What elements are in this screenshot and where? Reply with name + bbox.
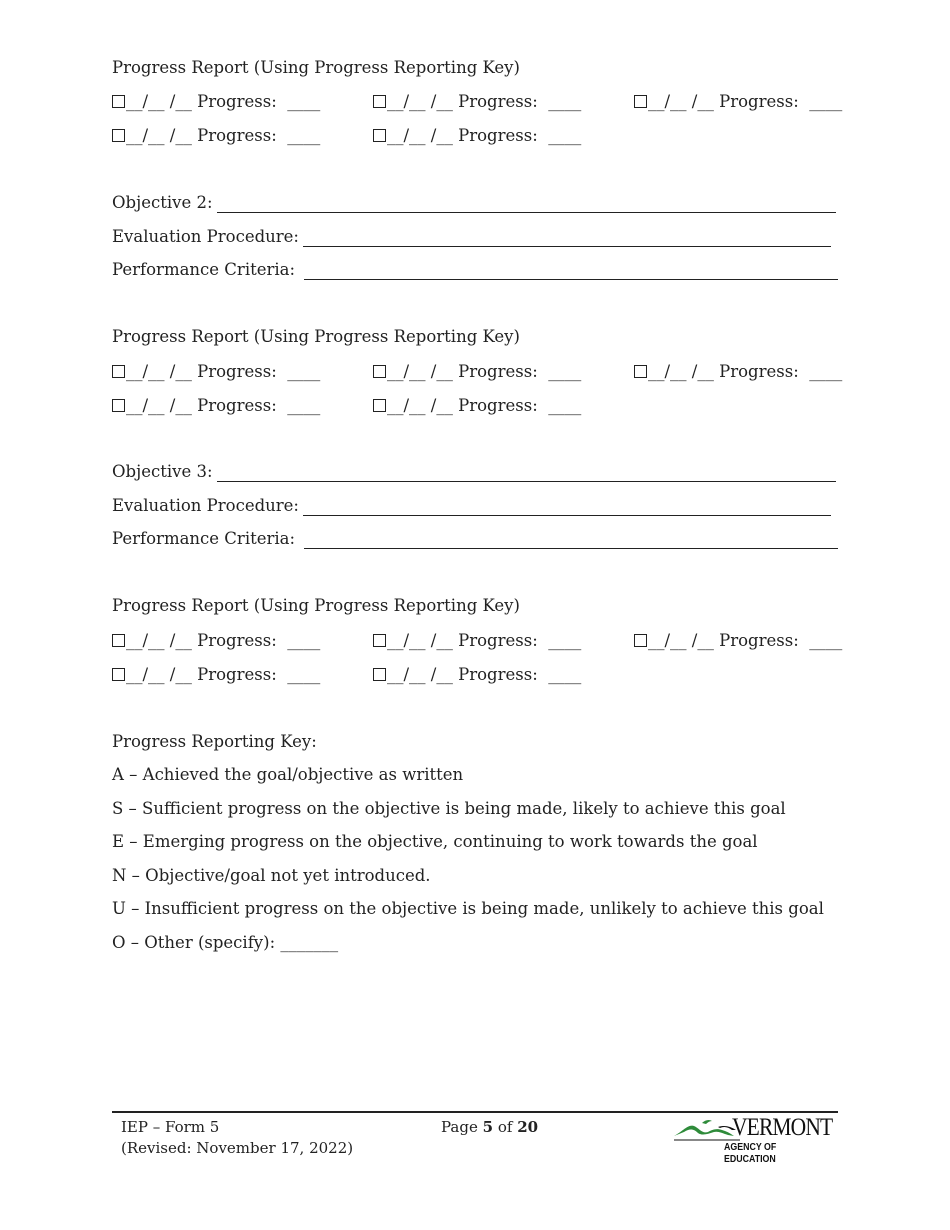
- progress-entry: [373, 665, 581, 685]
- progress-field[interactable]: ____: [548, 396, 582, 415]
- progress-label: Progress:: [197, 665, 277, 684]
- progress-label: Progress:: [458, 665, 538, 684]
- progress-report-heading: Progress Report (Using Progress Reporting Key): [112, 58, 520, 77]
- progress-field[interactable]: ____: [287, 126, 321, 145]
- criteria-input[interactable]: [304, 532, 838, 549]
- progress-entry: [112, 362, 320, 382]
- key-title: Progress Reporting Key:: [112, 732, 317, 751]
- objective-input[interactable]: [217, 465, 836, 482]
- progress-field[interactable]: ____: [548, 362, 582, 381]
- page-current: 5: [482, 1118, 494, 1136]
- progress-entry: [373, 362, 581, 382]
- key-item-u: U – Insufficient progress on the objective is being made, unlikely to achieve this goal: [112, 899, 824, 918]
- evaluation-label: Evaluation Procedure:: [112, 227, 299, 246]
- progress-label: Progress:: [458, 396, 538, 415]
- key-item-s: S – Sufficient progress on the objective is being made, likely to achieve this goal: [112, 799, 786, 818]
- objective-row: [112, 193, 836, 213]
- progress-field[interactable]: ____: [809, 92, 843, 111]
- progress-field[interactable]: ____: [548, 126, 582, 145]
- progress-entry: [112, 631, 320, 651]
- objective-label: Objective 2:: [112, 193, 213, 212]
- date-field[interactable]: __/__ /__: [387, 362, 453, 381]
- key-item-a: A – Achieved the goal/objective as written: [112, 765, 464, 784]
- date-field[interactable]: __/__ /__: [648, 631, 714, 650]
- criteria-label: Performance Criteria:: [112, 529, 296, 548]
- date-field[interactable]: __/__ /__: [126, 631, 192, 650]
- key-item-o: O – Other (specify): _______: [112, 933, 339, 952]
- date-field[interactable]: __/__ /__: [387, 396, 453, 415]
- evaluation-input[interactable]: [303, 230, 831, 247]
- progress-entry: [634, 631, 842, 651]
- checkbox[interactable]: [112, 668, 125, 681]
- checkbox[interactable]: [373, 668, 386, 681]
- progress-field[interactable]: ____: [287, 362, 321, 381]
- footer-form-name: IEP – Form 5: [121, 1118, 220, 1136]
- checkbox[interactable]: [634, 634, 647, 647]
- progress-entry: [634, 362, 842, 382]
- footer-revised: (Revised: November 17, 2022): [121, 1139, 354, 1157]
- progress-entry: [373, 126, 581, 146]
- footer-rule: [112, 1111, 838, 1113]
- progress-field[interactable]: ____: [287, 92, 321, 111]
- progress-report-heading: Progress Report (Using Progress Reporting Key): [112, 596, 520, 615]
- footer-page-number: [441, 1117, 538, 1137]
- progress-label: Progress:: [197, 126, 277, 145]
- page-total: 20: [517, 1118, 539, 1136]
- date-field[interactable]: __/__ /__: [648, 362, 714, 381]
- progress-label: Progress:: [719, 631, 799, 650]
- criteria-row: [112, 529, 838, 549]
- evaluation-row: [112, 496, 831, 516]
- date-field[interactable]: __/__ /__: [648, 92, 714, 111]
- checkbox[interactable]: [112, 634, 125, 647]
- evaluation-label: Evaluation Procedure:: [112, 496, 299, 515]
- evaluation-input[interactable]: [303, 499, 831, 516]
- progress-label: Progress:: [458, 362, 538, 381]
- checkbox[interactable]: [112, 365, 125, 378]
- checkbox[interactable]: [373, 634, 386, 647]
- progress-field[interactable]: ____: [287, 665, 321, 684]
- date-field[interactable]: __/__ /__: [126, 665, 192, 684]
- progress-label: Progress:: [197, 631, 277, 650]
- objective-label: Objective 3:: [112, 462, 213, 481]
- progress-field[interactable]: ____: [287, 396, 321, 415]
- logo-subtitle: AGENCY OF EDUCATION: [724, 1141, 777, 1165]
- criteria-input[interactable]: [304, 263, 838, 280]
- evaluation-row: [112, 227, 831, 247]
- progress-label: Progress:: [458, 126, 538, 145]
- date-field[interactable]: __/__ /__: [126, 362, 192, 381]
- progress-label: Progress:: [197, 396, 277, 415]
- progress-entry: [112, 396, 320, 416]
- progress-label: Progress:: [719, 362, 799, 381]
- progress-entry: [112, 126, 320, 146]
- date-field[interactable]: __/__ /__: [126, 126, 192, 145]
- progress-field[interactable]: ____: [287, 631, 321, 650]
- checkbox[interactable]: [112, 95, 125, 108]
- progress-entry: [373, 396, 581, 416]
- progress-entry: [373, 92, 581, 112]
- objective-input[interactable]: [217, 196, 836, 213]
- progress-entry: [373, 631, 581, 651]
- progress-report-heading: Progress Report (Using Progress Reporting Key): [112, 327, 520, 346]
- checkbox[interactable]: [373, 129, 386, 142]
- key-item-n: N – Objective/goal not yet introduced.: [112, 866, 431, 885]
- progress-field[interactable]: ____: [809, 362, 843, 381]
- progress-entry: [634, 92, 842, 112]
- checkbox[interactable]: [112, 399, 125, 412]
- checkbox[interactable]: [634, 95, 647, 108]
- date-field[interactable]: __/__ /__: [387, 665, 453, 684]
- progress-label: Progress:: [197, 362, 277, 381]
- progress-label: Progress:: [719, 92, 799, 111]
- progress-entry: [112, 92, 320, 112]
- logo-wordmark: VERMONT: [732, 1114, 833, 1141]
- checkbox[interactable]: [634, 365, 647, 378]
- date-field[interactable]: __/__ /__: [126, 92, 192, 111]
- checkbox[interactable]: [112, 129, 125, 142]
- vermont-agency-logo: [672, 1114, 833, 1165]
- date-field[interactable]: __/__ /__: [387, 92, 453, 111]
- progress-field[interactable]: ____: [809, 631, 843, 650]
- date-field[interactable]: __/__ /__: [387, 631, 453, 650]
- progress-entry: [112, 665, 320, 685]
- objective-row: [112, 462, 836, 482]
- date-field[interactable]: __/__ /__: [126, 396, 192, 415]
- progress-field[interactable]: ____: [548, 92, 582, 111]
- progress-label: Progress:: [197, 92, 277, 111]
- page-prefix: Page: [441, 1118, 478, 1136]
- progress-label: Progress:: [458, 631, 538, 650]
- checkbox[interactable]: [373, 399, 386, 412]
- progress-label: Progress:: [458, 92, 538, 111]
- page-of: of: [497, 1118, 513, 1136]
- progress-field[interactable]: ____: [548, 665, 582, 684]
- key-item-e: E – Emerging progress on the objective, continuing to work towards the goal: [112, 832, 758, 851]
- criteria-row: [112, 260, 838, 280]
- date-field[interactable]: __/__ /__: [387, 126, 453, 145]
- progress-field[interactable]: ____: [548, 631, 582, 650]
- checkbox[interactable]: [373, 365, 386, 378]
- checkbox[interactable]: [373, 95, 386, 108]
- criteria-label: Performance Criteria:: [112, 260, 296, 279]
